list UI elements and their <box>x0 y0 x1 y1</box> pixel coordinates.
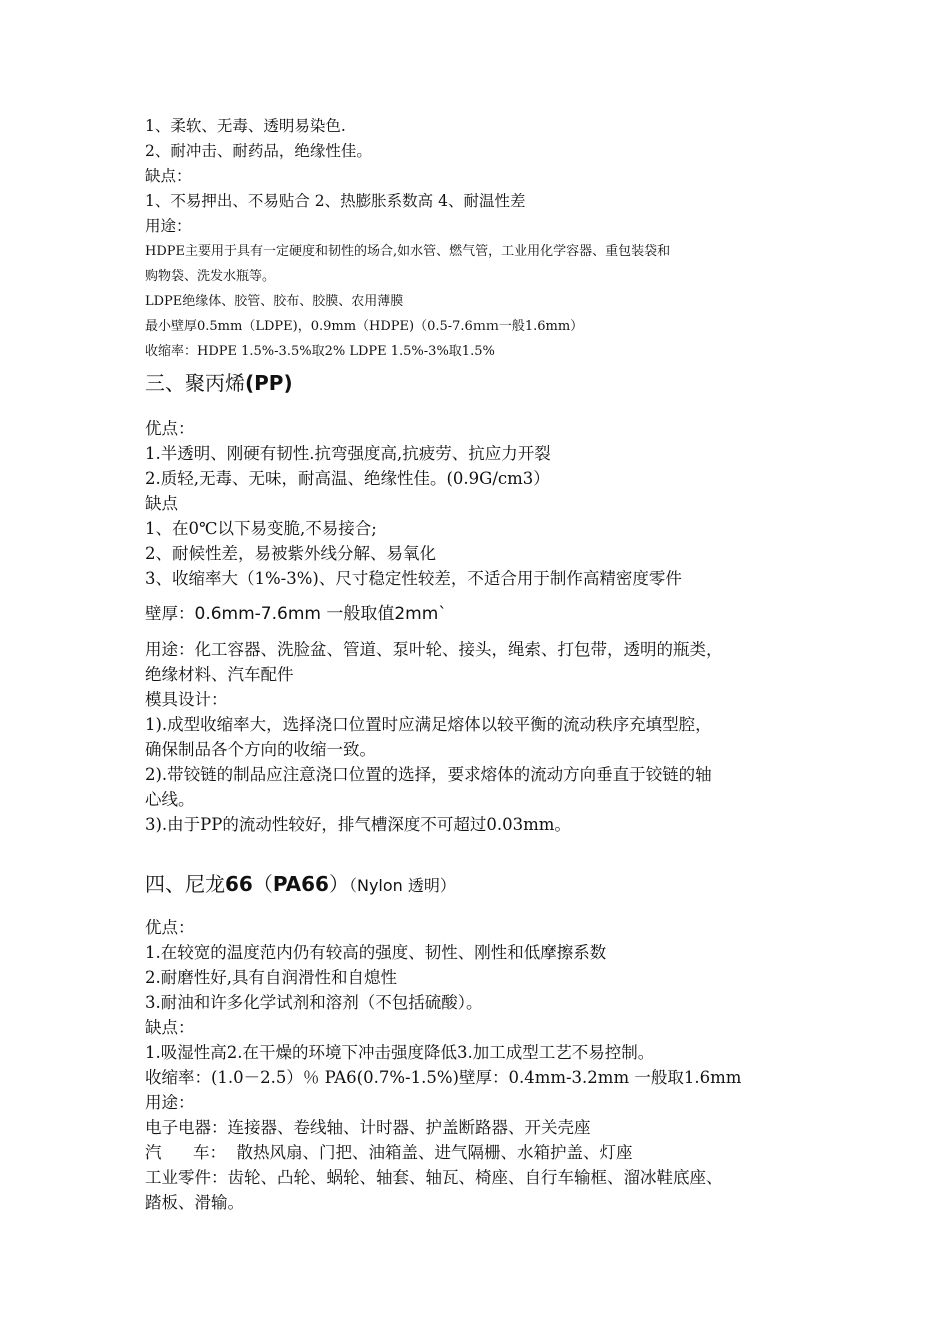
pp-mold-2a: 2).带铰链的制品应注意浇口位置的选择，要求熔体的流动方向垂直于铰链的轴 <box>145 765 712 784</box>
pa66-use-3: 工业零件：齿轮、凸轮、蜗轮、轴套、轴瓦、椅座、自行车输框、溜冰鞋底座、 <box>145 1168 723 1187</box>
pa66-cons-1: 1.吸湿性高2.在干燥的环境下冲击强度降低3.加工成型工艺不易控制。 <box>145 1043 655 1062</box>
pe-cons-label: 缺点： <box>145 167 192 185</box>
pa66-use-label: 用途： <box>145 1093 195 1112</box>
pe-wall-thickness: 最小壁厚0.5mm（LDPE)，0.9mm（HDPE)（0.5-7.6ｍｍ一般1.6mm） <box>145 319 584 334</box>
pp-use-2: 绝缘材料、汽车配件 <box>145 665 294 684</box>
pe-shrinkage: 收缩率：HDPE 1.5%-3.5%取2% LDPE 1.5%-3%取1.5% <box>145 344 495 359</box>
pa66-pros-1: 1.在较宽的温度范内仍有较高的强度、韧性、刚性和低摩擦系数 <box>145 943 607 962</box>
pa66-heading <box>145 871 845 899</box>
pa66-heading-prefix: 四、尼龙 <box>145 872 225 896</box>
pa66-shrinkage: 收缩率：(1.0－2.5）％ PA6(0.7%-1.5%)壁厚：0.4mm-3.2mm 一般取1.6mm <box>145 1068 742 1087</box>
pp-cons-2: 2、耐候性差，易被紫外线分解、易氧化 <box>145 544 436 563</box>
pe-pros-line-2: 2、耐冲击、耐药品，绝缘性佳。 <box>145 142 372 160</box>
pp-mold-2b: 心线。 <box>145 790 195 809</box>
pa66-pros-2: 2.耐磨性好,具有自润滑性和自熄性 <box>145 968 397 987</box>
pp-wall-value: 0.6mm-7.6mm 一般取值2mm` <box>194 604 447 624</box>
pp-heading-bold: (PP) <box>245 371 293 395</box>
pa66-use-2: 汽 车： 散热风扇、门把、油箱盖、进气隔栅、水箱护盖、灯座 <box>145 1143 633 1162</box>
pa66-cons-label: 缺点： <box>145 1018 195 1037</box>
pp-heading <box>145 370 845 396</box>
document-body <box>145 114 845 1215</box>
pa66-heading-bold-1: 66 <box>225 872 253 896</box>
pe-ldpe-use: LDPE绝缘体、胶管、胶布、胶膜、农用薄膜 <box>145 294 404 309</box>
pp-pros-1: 1.半透明、刚硬有韧性.抗弯强度高,抗疲劳、抗应力开裂 <box>145 444 551 463</box>
pa66-heading-note: （Nylon 透明） <box>348 876 456 895</box>
pa66-use-1: 电子电器：连接器、卷线轴、计时器、护盖断路器、开关壳座 <box>145 1118 591 1137</box>
pe-pros-line-1: 1、柔软、无毒、透明易染色. <box>145 117 346 135</box>
pp-mold-label: 模具设计： <box>145 690 228 709</box>
pp-heading-prefix: 三、聚丙烯 <box>145 371 245 395</box>
pp-wall-thickness <box>145 601 845 627</box>
pp-mold-3: 3).由于PP的流动性较好，排气槽深度不可超过0.03mm。 <box>145 815 571 834</box>
pe-hdpe-use-1: HDPE主要用于具有一定硬度和韧性的场合,如水管、燃气管，工业用化学容器、重包装袋和 <box>145 244 671 259</box>
pa66-use-4: 踏板、滑输。 <box>145 1193 244 1212</box>
pa66-heading-suffix: ） <box>328 872 349 896</box>
pp-use-1: 用途：化工容器、洗脸盆、管道、泵叶轮、接头，绳索、打包带，透明的瓶类， <box>145 640 723 659</box>
pp-cons-1: 1、在0℃以下易变脆,不易接合; <box>145 519 377 538</box>
pe-use-label: 用途： <box>145 217 192 235</box>
pp-mold-1a: 1).成型收缩率大，选择浇口位置时应满足熔体以较平衡的流动秩序充填型腔， <box>145 715 712 734</box>
pa66-heading-bold-2: PA66 <box>272 872 329 896</box>
pp-mold-1b: 确保制品各个方向的收缩一致。 <box>145 740 376 759</box>
pa66-pros-label: 优点： <box>145 918 195 937</box>
pe-hdpe-use-2: 购物袋、洗发水瓶等。 <box>145 269 276 284</box>
pp-wall-prefix: 壁厚： <box>145 604 195 623</box>
pp-cons-label: 缺点 <box>145 494 178 513</box>
pp-cons-3: 3、收缩率大（1%-3%)、尺寸稳定性较差，不适合用于制作高精密度零件 <box>145 569 682 588</box>
pp-pros-2: 2.质轻,无毒、无味，耐高温、绝缘性佳。(0.9G/cm3） <box>145 469 550 488</box>
pa66-heading-mid: （ <box>252 872 273 896</box>
pe-cons-line: 1、不易押出、不易贴合 2、热膨胀系数高 4、耐温性差 <box>145 192 526 210</box>
pp-pros-label: 优点： <box>145 419 195 438</box>
pa66-pros-3: 3.耐油和许多化学试剂和溶剂（不包括硫酸）。 <box>145 993 483 1012</box>
